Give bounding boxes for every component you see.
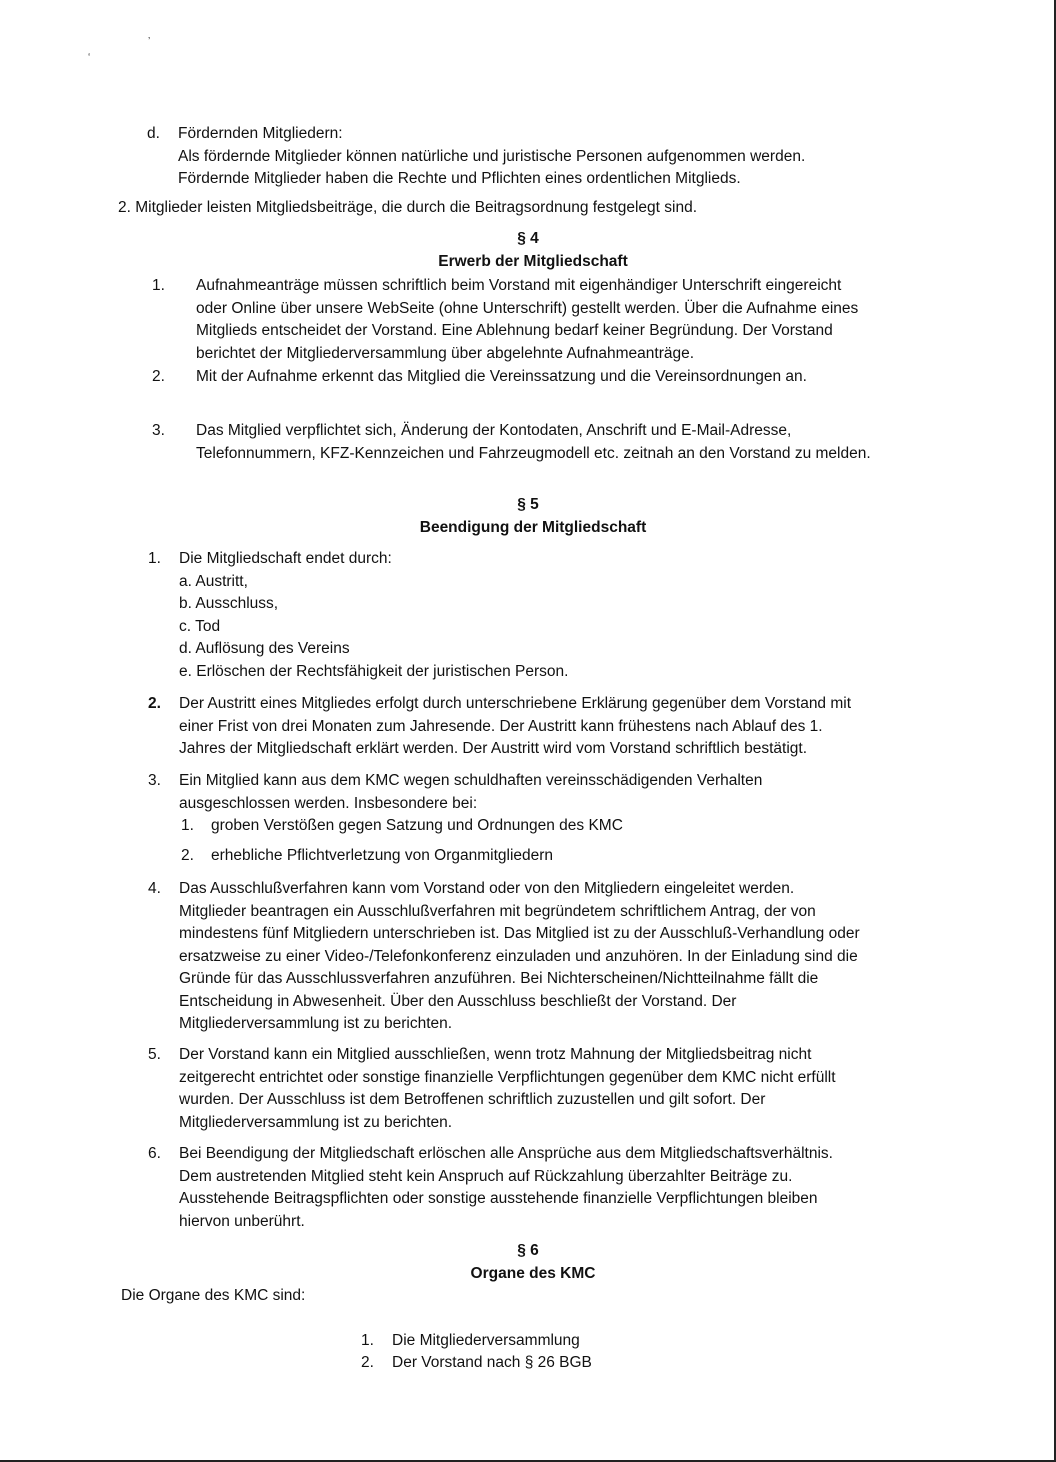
text-line: Ein Mitglied kann aus dem KMC wegen schuldhaften vereinsschädigenden Verhalten [179, 772, 763, 789]
s6-item-number: 2. [361, 1354, 374, 1371]
text-line: mindestens fünf Mitgliedern unterschrieben ist. Das Mitglied ist zu der Ausschluß-Verhandlung oder [179, 925, 860, 942]
item-d-line: Fördernde Mitglieder haben die Rechte und Pflichten eines ordentlichen Mitglieds. [178, 170, 741, 187]
section-6-title: Organe des KMC [470, 1265, 596, 1282]
s5-subitem-2: erhebliche Pflichtverletzung von Organmitgliedern [211, 847, 554, 864]
section-4-number: § 4 [517, 230, 539, 247]
text-line: Mitglieds entscheidet der Vorstand. Eine Ablehnung bedarf keiner Begründung. Der Vorstand [196, 322, 833, 339]
text-line: Aufnahmeanträge müssen schriftlich beim Vorstand mit eigenhändiger Unterschrift eingereicht [196, 277, 842, 294]
text-line: Dem austretenden Mitglied steht kein Anspruch auf Rückzahlung überzahlter Beiträge zu. [179, 1167, 793, 1185]
text-line: ausgeschlossen werden. Insbesondere bei: [179, 794, 478, 812]
text-line: wurden. Der Ausschluss ist dem Betroffenen schriftlich zuzustellen und gilt sofort. Der [179, 1091, 766, 1108]
s5-subitem-1: groben Verstößen gegen Satzung und Ordnungen des KMC [211, 817, 623, 834]
section-5-number: § 5 [517, 496, 539, 513]
text-line: Das Ausschlußverfahren kann vom Vorstand oder von den Mitgliedern eingeleitet werden. [179, 880, 795, 897]
text-line: b. Ausschluss, [179, 595, 279, 612]
text-line: a. Austritt, [179, 572, 248, 590]
s6-intro: Die Organe des KMC sind: [121, 1287, 306, 1304]
section-6-number: § 6 [517, 1242, 539, 1259]
text-line: Das Mitglied verpflichtet sich, Änderung der Kontodaten, Anschrift und E-Mail-Adresse, [196, 422, 792, 439]
s4-item-3 [196, 420, 871, 465]
text-line: ersatzweise zu einer Video-/Telefonkonferenz einzuladen und anzuhören. In der Einladung sind die [179, 947, 858, 965]
s5-subitem-number: 1. [181, 817, 194, 834]
text-line: e. Erlöschen der Rechtsfähigkeit der juristischen Person. [179, 662, 569, 680]
s5-item-6 [179, 1143, 833, 1233]
s5-item-number: 1. [148, 550, 161, 567]
item-d-block [178, 123, 805, 191]
text-line: Mitgliederversammlung ist zu berichten. [179, 1015, 453, 1032]
text-line: einer Frist von drei Monaten zum Jahresende. Der Austritt kann frühestens nach Ablauf des 1. [179, 717, 823, 735]
text-line: Die Mitgliedschaft endet durch: [179, 550, 392, 567]
text-line: Mit der Aufnahme erkennt das Mitglied die Vereinssatzung und die Vereinsordnungen an. [196, 368, 807, 385]
s5-item-number: 5. [148, 1046, 161, 1063]
s5-item-3 [179, 770, 762, 815]
document-page: ‘ ’ d. Fördernden Mitgliedern: Als fördernde Mitglieder können natürliche und juristische Personen aufgenommen werden. Fördernde Mitglieder haben die Rechte und Pflichten eines ordentlichen Mitglieds. 2. Mitglieder leisten Mitgliedsbeiträge, die durch die Beitragsordnung festgelegt sind. § 4 Erwerb der Mitgliedschaft 1. Aufnahmeanträge müssen schriftlich beim Vorstand mit eigenhändiger Unterschrift eingereicht oder Online über unsere WebSeite (ohne Unterschrift) gestellt werden. Über die Aufnahme eines Mitglieds entscheidet der Vorstand. Eine Ablehnung bedarf keiner Begründung. Der Vorstand berichtet der Mitgliederversammlung über abgelehnte Aufnahmeanträge. 2. Mit der Aufnahme erkennt das Mitglied die Vereinssatzung und die Vereinsordnungen an. 3. Das Mitglied verpflichtet sich, Änderung der Kontodaten, Anschrift und E-Mail-Adresse, Telefonnummern, KFZ-Kennzeichen und Fahrzeugmodell etc. zeitnah an den Vorstand zu melden. § 5 Beendigung der Mitgliedschaft 1. Die Mitgliedschaft endet durch: a. Austritt, b. Ausschluss, c. Tod d. Auflösung des Vereins e. Erlöschen der Rechtsfähigkeit der juristischen Person. 2. Der Austritt eines Mitgliedes erfolgt durch unterschriebene Erklärung gegenüber dem Vorstand mit einer Frist von drei Monaten zum Jahresende. Der Austritt kann frühestens nach Ablauf des 1. Jahres der Mitgliedschaft erklärt werden. Der Austritt wird vom Vorstand schriftlich bestätigt. 3. Ein Mitglied kann aus dem KMC wegen schuldhaften vereinsschädigenden Verhalten ausgeschlossen werden. Insbesondere bei: 1. groben Verstößen gegen Satzung und Ordnungen des KMC 2. erhebliche Pflichtverletzung von Organmitgliedern 4. Das Ausschlußverfahren kann vom Vorstand oder von den Mitgliedern eingeleitet werden. Mitglieder beantragen ein Ausschlußverfahren mit begründetem schriftlichem Antrag, der von mindestens fünf Mitgliedern unterschrieben ist. Das Mitglied ist zu der Ausschluß-Verhandlung oder ersatzweise zu einer Video-/Telefonkonferenz einzuladen und anzuhören. In der Einladung sind die Gründe für das Ausschlussverfahren anzuführen. Bei Nichterscheinen/Nichtteilnahme fällt die Entscheidung in Abwesenheit. Über den Ausschluss beschließt der Vorstand. Der Mitgliederversammlung ist zu berichten. 5. Der Vorstand kann ein Mitglied ausschließen, wenn trotz Mahnung der Mitgliedsbeitrag nicht zeitgerecht entrichtet oder sonstige finanzielle Verpflichtungen gegenüber dem KMC nicht erfüllt wurden. Der Ausschluss ist dem Betroffenen schriftlich zuzustellen und gilt sofort. Der Mitgliederversammlung ist zu berichten. 6. Bei Beendigung der Mitgliedschaft erlöschen alle Ansprüche aus dem Mitgliedschaftsverhältnis. Dem austretenden Mitglied steht kein Anspruch auf Rückzahlung überzahlter Beiträge zu. Ausstehende Beitragspflichten oder sonstige ausstehende finanzielle Verpflichtungen bleiben hiervon unberührt. § 6 Organe des KMC Die Organe des KMC sind: 1. Die Mitgliederversammlung 2. Der Vorstand nach § 26 BGB [0, 0, 1056, 1462]
s4-item-number: 2. [152, 368, 165, 385]
text-line: Mitgliederversammlung ist zu berichten. [179, 1113, 453, 1131]
text-line: berichtet der Mitgliederversammlung über abgelehnte Aufnahmeanträge. [196, 344, 695, 362]
text-line: d. Auflösung des Vereins [179, 640, 350, 657]
s4-item-2 [196, 366, 807, 389]
s5-item-number: 6. [148, 1145, 161, 1162]
s5-item-number: 4. [148, 880, 161, 897]
text-line: Entscheidung in Abwesenheit. Über den Ausschluss beschließt der Vorstand. Der [179, 992, 737, 1010]
s5-item-5 [179, 1044, 836, 1134]
s5-item-2 [179, 693, 851, 761]
text-line: zeitgerecht entrichtet oder sonstige finanzielle Verpflichtungen gegenüber dem KMC nicht erfüllt [179, 1068, 836, 1086]
item-d-title: Fördernden Mitgliedern: [178, 125, 343, 142]
s6-item-2: Der Vorstand nach § 26 BGB [392, 1354, 592, 1371]
s6-item-1: Die Mitgliederversammlung [392, 1332, 580, 1349]
item-d-marker: d. [147, 125, 160, 142]
text-line: Der Vorstand kann ein Mitglied ausschließen, wenn trotz Mahnung der Mitgliedsbeitrag nicht [179, 1046, 812, 1063]
s5-item-1 [179, 548, 568, 683]
text-line: Ausstehende Beitragspflichten oder sonstige ausstehende finanzielle Verpflichtungen bleiben [179, 1190, 818, 1207]
item-d-line: Als fördernde Mitglieder können natürliche und juristische Personen aufgenommen werden. [178, 147, 806, 165]
text-line: Gründe für das Ausschlussverfahren anzuführen. Bei Nichterscheinen/Nichtteilnahme fällt die [179, 970, 819, 987]
s4-item-number: 1. [152, 277, 165, 294]
s6-item-number: 1. [361, 1332, 374, 1349]
text-line: Bei Beendigung der Mitgliedschaft erlöschen alle Ansprüche aus dem Mitgliedschaftsverhältnis. [179, 1145, 833, 1162]
s4-item-1 [196, 275, 858, 365]
membership-fees-paragraph: 2. Mitglieder leisten Mitgliedsbeiträge, die durch die Beitragsordnung festgelegt sind. [118, 199, 698, 216]
text-line: oder Online über unsere WebSeite (ohne Unterschrift) gestellt werden. Über die Aufnahme eines [196, 299, 859, 317]
text-line: Der Austritt eines Mitgliedes erfolgt durch unterschriebene Erklärung gegenüber dem Vorstand mit [179, 695, 852, 712]
section-4-title: Erwerb der Mitgliedschaft [438, 253, 628, 270]
s5-subitem-number: 2. [181, 847, 194, 864]
text-line: Telefonnummern, KFZ-Kennzeichen und Fahrzeugmodell etc. zeitnah an den Vorstand zu melden. [196, 444, 871, 462]
s4-item-number: 3. [152, 422, 165, 439]
text-line: Mitglieder beantragen ein Ausschlußverfahren mit begründetem schriftlichem Antrag, der von [179, 902, 816, 920]
text-line: Jahres der Mitgliedschaft erklärt werden. Der Austritt wird vom Vorstand schriftlich bestätigt. [179, 740, 807, 757]
s5-item-4 [179, 878, 860, 1036]
section-5-title: Beendigung der Mitgliedschaft [419, 519, 647, 536]
s5-item-number: 2. [148, 695, 161, 712]
text-line: c. Tod [179, 617, 221, 635]
text-line: hiervon unberührt. [179, 1212, 305, 1230]
s5-item-number: 3. [148, 772, 161, 789]
